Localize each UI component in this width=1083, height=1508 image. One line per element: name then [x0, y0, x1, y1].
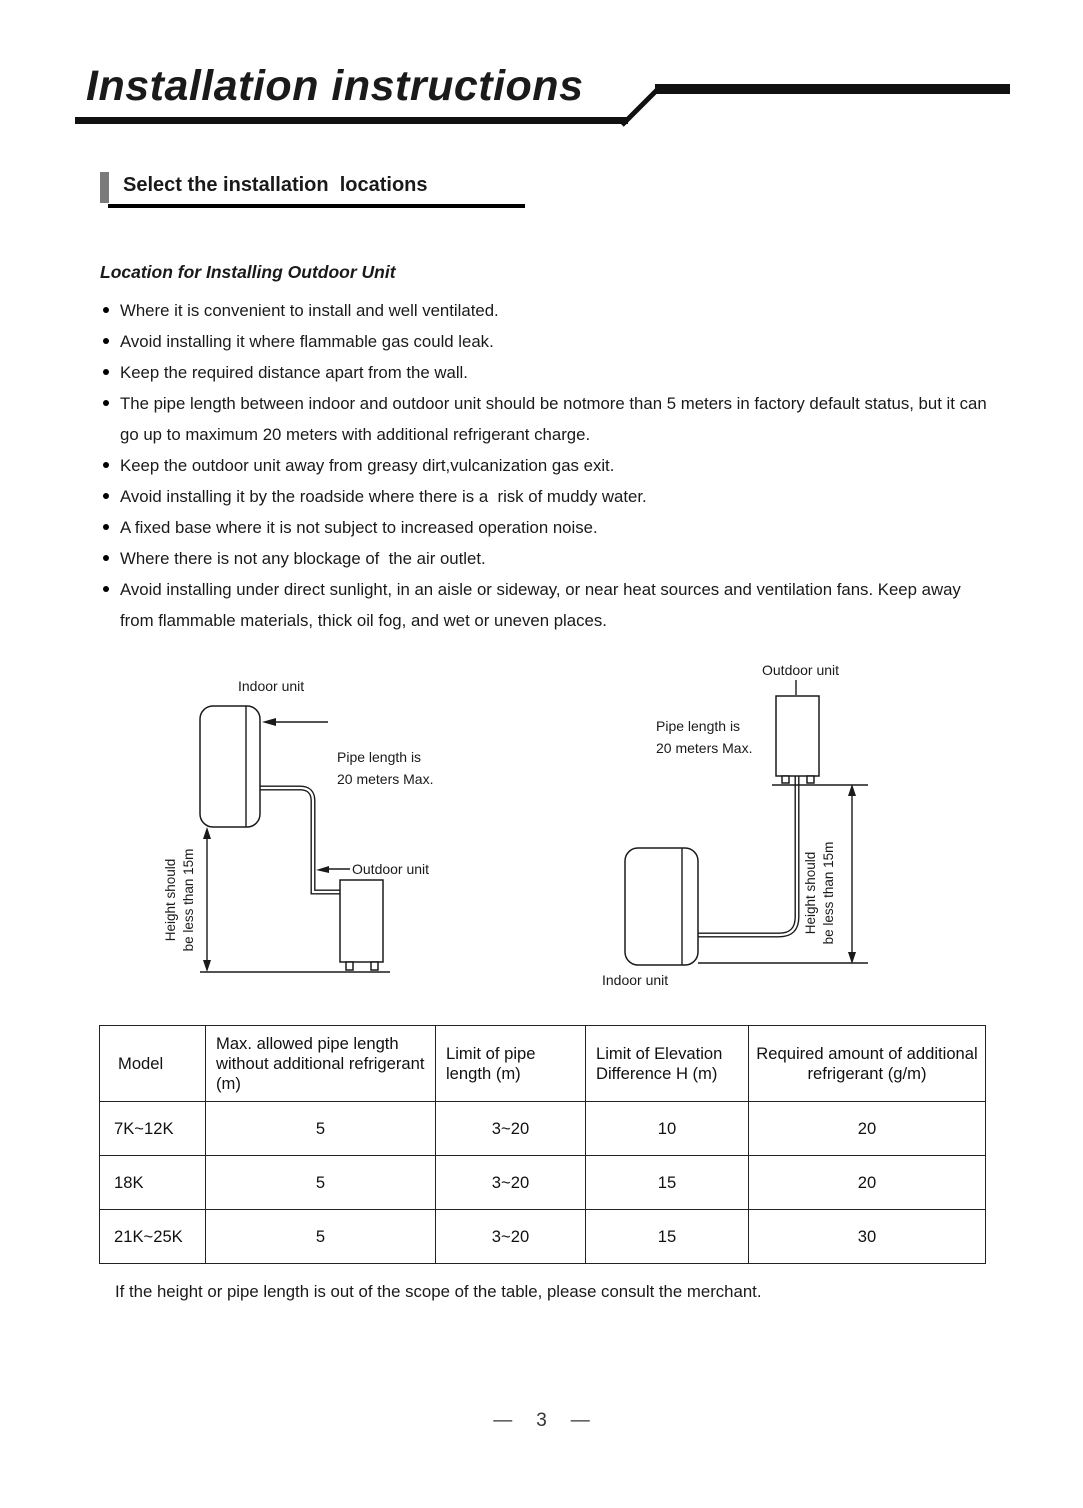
list-item: Avoid installing under direct sunlight, in an aisle or sideway, or near heat sources and ventilation fans. Keep away from flammable materials, thick oil fog, and wet or uneven places. [100, 574, 988, 636]
list-item: Avoid installing it by the roadside where there is a risk of muddy water. [100, 481, 988, 512]
pipe-length-label: Pipe length is [656, 718, 741, 734]
page-number-value: 3 [536, 1410, 547, 1431]
outdoor-unit-pointer-arrow [316, 866, 350, 873]
title-right-rule [655, 84, 1010, 94]
cell-model: 18K [100, 1156, 206, 1210]
cell-model: 7K~12K [100, 1102, 206, 1156]
cell-model: 21K~25K [100, 1210, 206, 1264]
cell-value: 20 [749, 1156, 986, 1210]
pipe-length-label: Pipe length is [337, 749, 422, 765]
page-number [0, 1410, 1083, 1432]
cell-value: 5 [206, 1102, 436, 1156]
cell-value: 5 [206, 1210, 436, 1264]
column-header-refrigerant-amount: Required amount of additional refrigerant (g/m) [749, 1026, 986, 1102]
page-number-dash-left: — [493, 1410, 513, 1431]
list-item: Avoid installing it where flammable gas could leak. [100, 326, 988, 357]
outdoor-unit-drawing [776, 696, 819, 783]
table-row [100, 1102, 986, 1156]
pipe-length-spec-table [99, 1025, 986, 1264]
table-row [100, 1156, 986, 1210]
table-row [100, 1210, 986, 1264]
pipe-length-label: 20 meters Max. [656, 740, 753, 756]
section-header [100, 170, 540, 212]
section-underline [108, 204, 525, 208]
section-title: Select the installation locations [123, 174, 428, 196]
cell-value: 3~20 [436, 1210, 586, 1264]
cell-value: 3~20 [436, 1156, 586, 1210]
section-accent-bar [100, 172, 109, 203]
column-header-pipe-length-limit: Limit of pipe length (m) [436, 1026, 586, 1102]
column-header-model: Model [100, 1026, 206, 1102]
table-note: If the height or pipe length is out of the scope of the table, please consult the merchant. [115, 1282, 762, 1301]
pipe-drawing [692, 773, 797, 935]
cell-value: 30 [749, 1210, 986, 1264]
list-item: Keep the required distance apart from the wall. [100, 357, 988, 388]
svg-text:Height should: Height should [163, 858, 178, 942]
list-item: Keep the outdoor unit away from greasy dirt,vulcanization gas exit. [100, 450, 988, 481]
height-limit-label [803, 842, 836, 945]
installation-guidelines-list [100, 295, 992, 636]
svg-text:be less than 15m: be less than 15m [821, 841, 836, 945]
list-item: A fixed base where it is not subject to increased operation noise. [100, 512, 988, 543]
diagram-outdoor-above-indoor [590, 655, 920, 1000]
height-dimension-arrow [203, 827, 211, 972]
cell-value: 15 [586, 1210, 749, 1264]
cell-value: 10 [586, 1102, 749, 1156]
header-rule-decoration [70, 78, 1015, 130]
list-item: Where it is convenient to install and well ventilated. [100, 295, 988, 326]
column-header-max-pipe-length: Max. allowed pipe length without additional refrigerant (m) [206, 1026, 436, 1102]
table-header-row [100, 1026, 986, 1102]
indoor-unit-pointer-arrow [262, 718, 328, 726]
height-limit-label [163, 849, 196, 952]
indoor-unit-drawing [625, 848, 698, 965]
svg-text:Height should: Height should [803, 851, 818, 935]
page-number-dash-right: — [570, 1410, 590, 1431]
subsection-title: Location for Installing Outdoor Unit [100, 262, 396, 282]
title-diagonal-rule [622, 87, 660, 125]
cell-value: 3~20 [436, 1102, 586, 1156]
diagram-indoor-above-outdoor [150, 660, 480, 990]
outdoor-unit-label: Outdoor unit [762, 662, 840, 678]
outdoor-unit-drawing [340, 880, 383, 970]
cell-value: 20 [749, 1102, 986, 1156]
column-header-elevation-limit: Limit of Elevation Difference H (m) [586, 1026, 749, 1102]
cell-value: 5 [206, 1156, 436, 1210]
page-title: Installation instructions [86, 62, 584, 110]
svg-text:be less than 15m: be less than 15m [181, 848, 196, 952]
list-item: The pipe length between indoor and outdoor unit should be notmore than 5 meters in factory default status, but it can go up to maximum 20 meters with additional refrigerant charge. [100, 388, 988, 450]
height-dimension-arrow [848, 784, 856, 964]
pipe-length-label: 20 meters Max. [337, 771, 434, 787]
outdoor-unit-label: Outdoor unit [352, 861, 430, 877]
indoor-unit-label: Indoor unit [602, 972, 669, 988]
indoor-unit-label: Indoor unit [238, 678, 305, 694]
indoor-unit-drawing [200, 706, 260, 827]
list-item: Where there is not any blockage of the air outlet. [100, 543, 988, 574]
pipe-drawing [254, 788, 345, 892]
cell-value: 15 [586, 1156, 749, 1210]
title-underline [75, 117, 628, 124]
